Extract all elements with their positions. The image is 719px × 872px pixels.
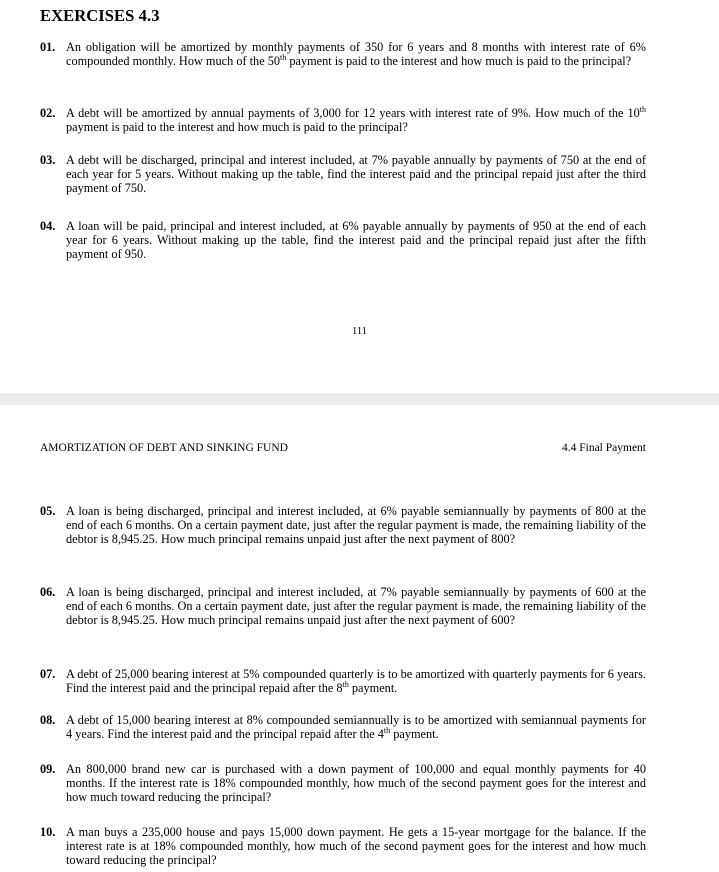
exercise-06 bbox=[40, 585, 646, 627]
exercise-07 bbox=[40, 667, 646, 695]
exercise-text: A man buys a 235,000 house and pays 15,000 down payment. He gets a 15-year mortgage for the balance. If the interest rate is at 18% compounded monthly, how much of the second payment goes for the interest and how much toward reducing the principal? bbox=[66, 825, 646, 867]
exercise-text: A loan will be paid, principal and interest included, at 6% payable annually by payments of 950 at the end of each year for 6 years. Without making up the table, find the interest paid and the principal repaid just after the fifth payment of 950. bbox=[66, 219, 646, 261]
exercise-10 bbox=[40, 825, 646, 867]
exercise-01 bbox=[40, 40, 646, 68]
exercise-number: 06. bbox=[40, 585, 56, 599]
page-number: 111 bbox=[352, 326, 367, 337]
exercise-text: A debt of 15,000 bearing interest at 8% compounded semiannually is to be amortized with semiannual payments for 4 years. Find the interest paid and the principal repaid after the 4th payment. bbox=[66, 713, 646, 741]
exercise-number: 09. bbox=[40, 762, 56, 776]
page-111 bbox=[0, 0, 719, 393]
exercise-09 bbox=[40, 762, 646, 804]
exercise-text: An obligation will be amortized by monthly payments of 350 for 6 years and 8 months with interest rate of 6% compounded monthly. How much of the 50th payment is paid to the interest and how much is paid to the principal? bbox=[66, 40, 646, 68]
exercise-number: 03. bbox=[40, 153, 56, 167]
exercise-text: A debt will be discharged, principal and interest included, at 7% payable annually by payments of 750 at the end of each year for 5 years. Without making up the table, find the interest paid and the principal repaid just after the third payment of 750. bbox=[66, 153, 646, 195]
exercise-number: 02. bbox=[40, 106, 56, 120]
exercise-number: 01. bbox=[40, 40, 56, 54]
exercise-04 bbox=[40, 219, 646, 261]
page-title: EXERCISES 4.3 bbox=[40, 6, 160, 25]
exercise-text: A debt will be amortized by annual payments of 3,000 for 12 years with interest rate of 9%. How much of the 10th payment is paid to the interest and how much is paid to the principal? bbox=[66, 105, 646, 134]
exercise-text: An 800,000 brand new car is purchased with a down payment of 100,000 and equal monthly payments for 40 months. If the interest rate is 18% compounded monthly, how much of the second payment goes for the interest and how much toward reducing the principal? bbox=[66, 762, 646, 804]
exercise-text: A loan is being discharged, principal and interest included, at 6% payable semiannually by payments of 800 at the end of each 6 months. On a certain payment date, just after the regular payment is made, the remaining liability of the debtor is 8,945.25. How much principal remains unpaid just after the next payment of 800? bbox=[66, 504, 646, 546]
exercise-number: 08. bbox=[40, 713, 56, 727]
exercise-03 bbox=[40, 153, 646, 195]
exercise-number: 10. bbox=[40, 825, 56, 839]
exercise-number: 05. bbox=[40, 504, 56, 518]
page-separator bbox=[0, 393, 719, 405]
exercise-02 bbox=[40, 106, 646, 134]
exercise-08 bbox=[40, 713, 646, 741]
running-header-chapter: AMORTIZATION OF DEBT AND SINKING FUND bbox=[40, 442, 288, 454]
exercise-text: A debt of 25,000 bearing interest at 5% compounded quarterly is to be amortized with quarterly payments for 6 years. Find the interest paid and the principal repaid after the 8th payment. bbox=[66, 667, 646, 695]
page-112 bbox=[0, 405, 719, 872]
exercise-text: A loan is being discharged, principal and interest included, at 7% payable semiannually by payments of 600 at the end of each 6 months. On a certain payment date, just after the regular payment is made, the remaining liability of the debtor is 8,945.25. How much principal remains unpaid just after the next payment of 600? bbox=[66, 585, 646, 627]
exercise-number: 04. bbox=[40, 219, 56, 233]
exercise-number: 07. bbox=[40, 667, 56, 681]
running-header-section: 4.4 Final Payment bbox=[561, 442, 646, 454]
exercise-05 bbox=[40, 504, 646, 546]
